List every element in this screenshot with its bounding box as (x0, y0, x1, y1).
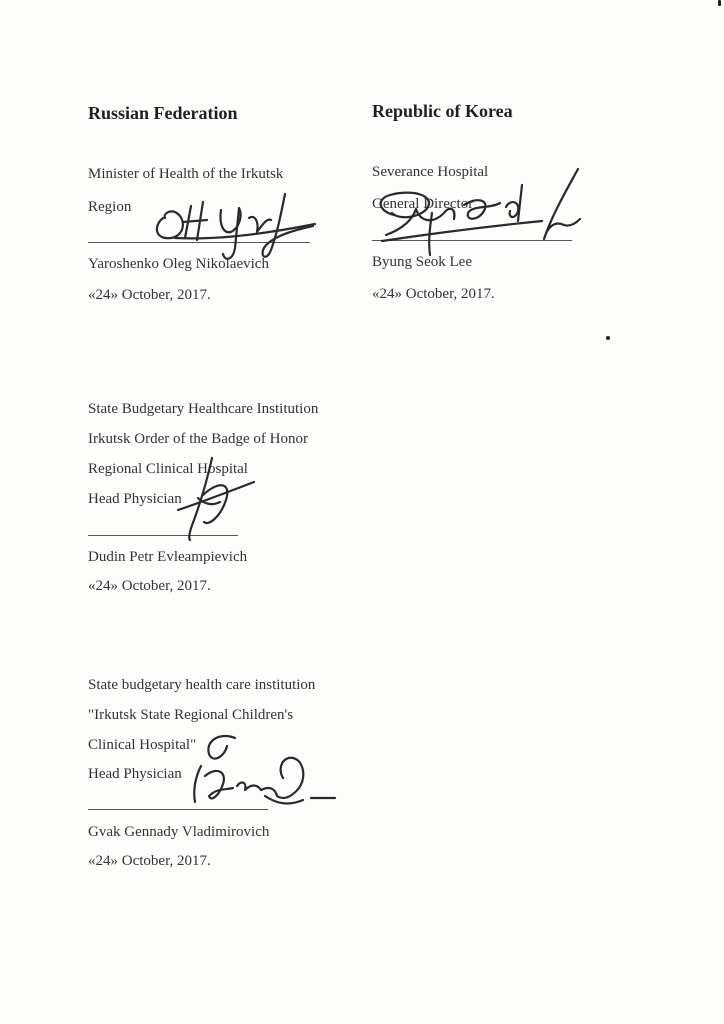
block2-line2: Irkutsk Order of the Badge of Honor (88, 431, 308, 447)
right-party-date: «24» October, 2017. (372, 286, 495, 302)
block2-line3: Regional Clinical Hospital (88, 461, 248, 477)
block2-signature (168, 452, 260, 544)
right-party-signature (372, 165, 582, 265)
block3-signature (165, 726, 340, 816)
block2-signer: Dudin Petr Evleampievich (88, 549, 248, 565)
block3-line3: Clinical Hospital" (88, 737, 197, 753)
left-party-country: Russian Federation (88, 103, 238, 123)
paper-edge-mark (718, 0, 721, 6)
left-party-signer: Yaroshenko Oleg Nikolaevich (88, 256, 269, 272)
block3-line4: Head Physician (88, 766, 182, 782)
block3-line1: State budgetary health care institution (88, 677, 316, 693)
right-party-signer: Byung Seok Lee (372, 254, 472, 270)
paper-speck (606, 336, 610, 340)
left-party-signature (145, 188, 320, 283)
block2-date: «24» October, 2017. (88, 578, 211, 594)
left-party-date: «24» October, 2017. (88, 287, 211, 303)
left-party-title-line1: Minister of Health of the Irkutsk (88, 166, 284, 182)
right-party-country: Republic of Korea (372, 101, 513, 121)
right-party-org: Severance Hospital (372, 164, 489, 180)
block2-line4: Head Physician (88, 491, 182, 507)
block3-line2: "Irkutsk State Regional Children's (88, 707, 294, 723)
block2-line1: State Budgetary Healthcare Institution (88, 401, 319, 417)
left-party-title-line2: Region (88, 199, 132, 215)
right-party-title: General Director (372, 196, 474, 212)
block3-signer: Gvak Gennady Vladimirovich (88, 824, 270, 840)
block3-date: «24» October, 2017. (88, 853, 211, 869)
